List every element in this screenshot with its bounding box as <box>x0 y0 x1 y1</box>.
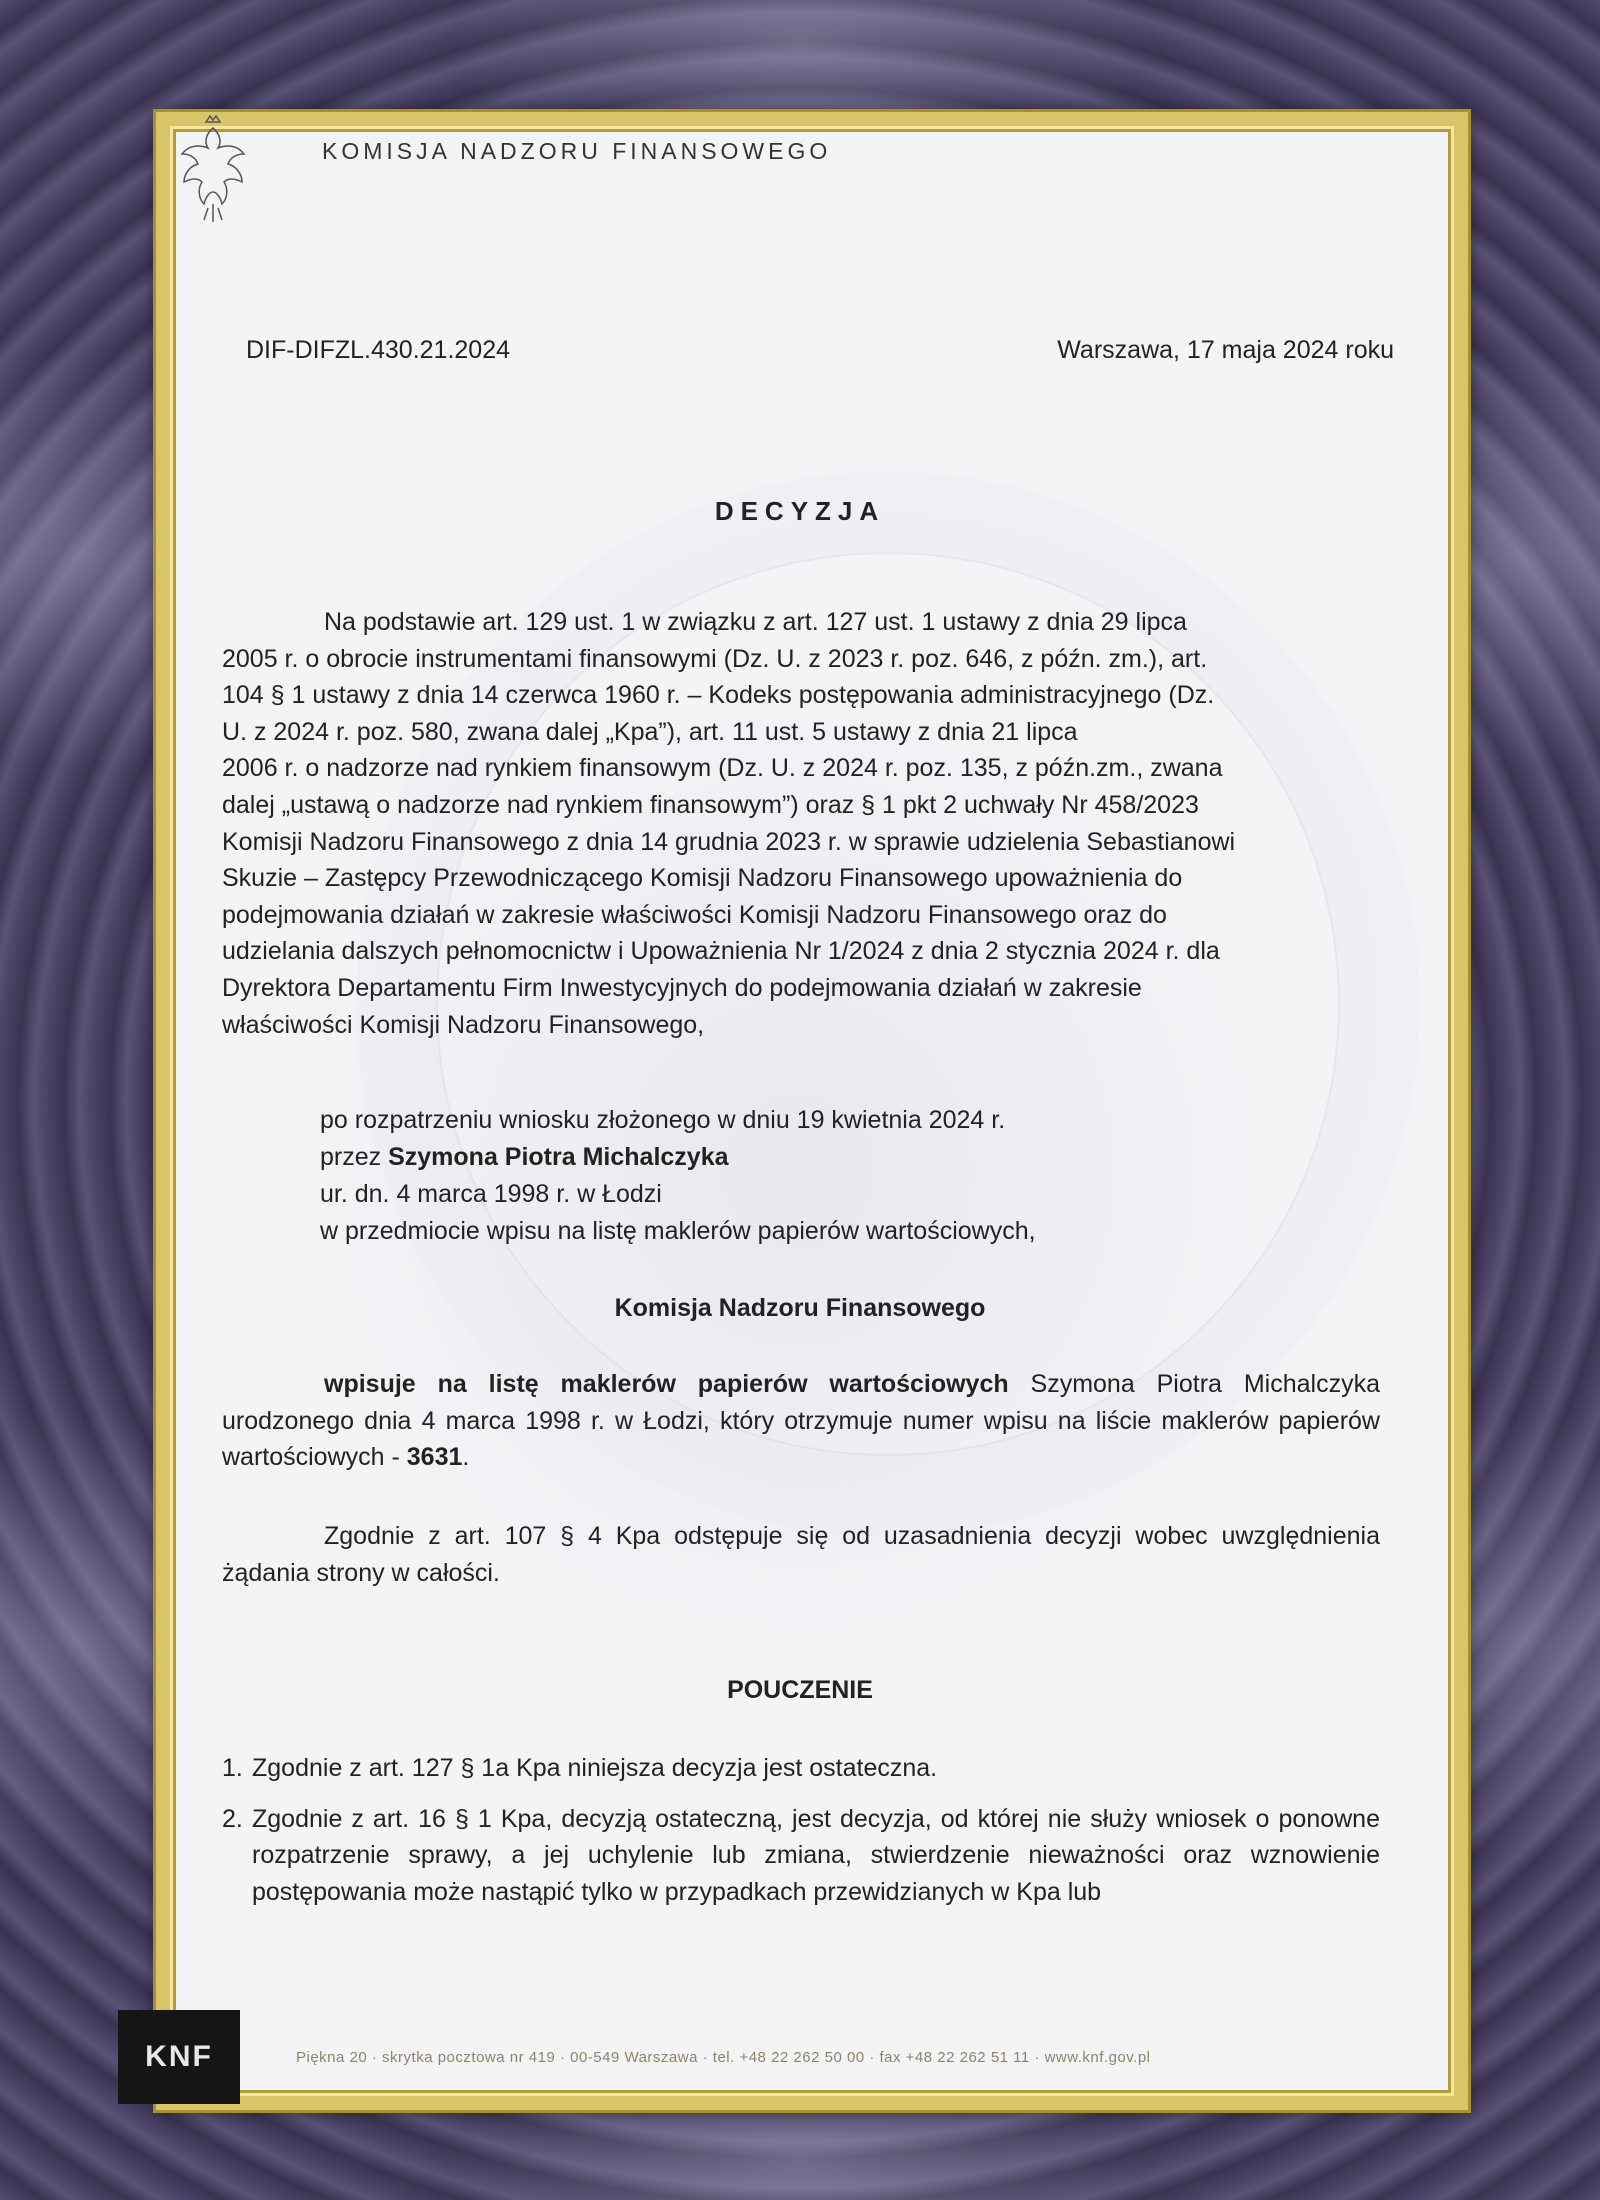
list-item <box>222 1801 1380 1911</box>
legal-basis-line: właściwości Komisji Nadzoru Finansowego, <box>222 1010 705 1039</box>
register-number: 3631 <box>406 1443 463 1472</box>
applicant-birth-line: ur. dn. 4 marca 1998 r. w Łodzi <box>320 1180 662 1208</box>
legal-basis-line: 2006 r. o nadzorze nad rynkiem finansowym (Dz. U. z 2024 r. poz. 135, z późn.zm., zwana <box>222 754 1223 783</box>
place-and-date: Warszawa, 17 maja 2024 roku <box>1057 336 1394 364</box>
applicant-name: Szymona Piotra Michalczyka <box>388 1143 729 1171</box>
legal-basis-line: Na podstawie art. 129 ust. 1 w związku z art. 127 ust. 1 ustawy z dnia 29 lipca <box>324 608 1187 636</box>
decision-title: DECYZJA <box>714 496 886 526</box>
institution-header: KOMISJA NADZORU FINANSOWEGO <box>322 138 832 164</box>
justification-statement: Zgodnie z art. 107 § 4 Kpa odstępuje się od uzasadnienia decyzji wobec uwzględnienia żądania strony w całości. <box>222 1522 1380 1587</box>
ruling-paragraph <box>222 1366 1380 1476</box>
legal-basis-line: Komisji Nadzoru Finansowego z dnia 14 grudnia 2023 r. w sprawie udzielenia Sebastianowi <box>222 827 1236 856</box>
legal-basis-line: udzielania dalszych pełnomocnictw i Upoważnienia Nr 1/2024 z dnia 2 stycznia 2024 r. dla <box>222 937 1220 966</box>
legal-basis-line: podejmowania działań w zakresie właściwości Komisji Nadzoru Finansowego oraz do <box>222 900 1167 929</box>
legal-basis-line: dalej „ustawą o nadzorze nad rynkiem finansowym”) oraz § 1 pkt 2 uchwały Nr 458/2023 <box>222 790 1199 819</box>
legal-basis-line: Dyrektora Departamentu Firm Inwestycyjnych do podejmowania działań w zakresie <box>222 973 1142 1002</box>
eagle-emblem-icon <box>168 108 258 228</box>
application-date-line: po rozpatrzeniu wniosku złożonego w dniu 19 kwietnia 2024 r. <box>320 1106 1006 1134</box>
legal-basis-line: U. z 2024 r. poz. 580, zwana dalej „Kpa”), art. 11 ust. 5 ustawy z dnia 21 lipca <box>222 717 1078 746</box>
item-text: Zgodnie z art. 127 § 1a Kpa niniejsza decyzja jest ostateczna. <box>252 1754 938 1782</box>
item-text: Zgodnie z art. 16 § 1 Kpa, decyzją ostateczną, jest decyzja, od której nie służy wniosek o ponowne rozpatrzenie sprawy, a jej uchylenie lub zmiana, stwierdzenie nieważności oraz wznowienie postępowania może nastąpić tylko w przypadkach przewidzianych w Kpa lub <box>252 1804 1380 1906</box>
legal-basis-line: Skuzie – Zastępcy Przewodniczącego Komisji Nadzoru Finansowego upoważnienia do <box>222 864 1183 893</box>
reference-number: DIF-DIFZL.430.21.2024 <box>246 336 511 364</box>
authority-name: Komisja Nadzoru Finansowego <box>614 1294 986 1322</box>
applicant-prefix: przez <box>320 1143 389 1171</box>
instructions-list <box>222 1750 1380 1924</box>
ruling-text: Szymona Piotra Michalczyka urodzonego dnia 4 marca 1998 r. w Łodzi, który otrzymuje numer wpisu na liście maklerów papierów wartościowych - <box>222 1370 1380 1472</box>
footer-address: Piękna 20 · skrytka pocztowa nr 419 · 00-549 Warszawa · tel. +48 22 262 50 00 · fax +48 22 262 51 11 · www.knf.gov.pl <box>296 2049 1151 2066</box>
ruling-lead: wpisuje na listę maklerów papierów wartościowych <box>324 1370 1009 1398</box>
instructions-title: POUCZENIE <box>727 1676 873 1704</box>
knf-logo: KNF <box>118 2010 240 2104</box>
applicant-line <box>320 1139 1036 1176</box>
legal-basis-line: 2005 r. o obrocie instrumentami finansowymi (Dz. U. z 2023 r. poz. 646, z późn. zm.), art. <box>222 644 1208 673</box>
legal-basis-line: 104 § 1 ustawy z dnia 14 czerwca 1960 r. – Kodeks postępowania administracyjnego (Dz. <box>222 681 1215 710</box>
applicant-block <box>320 1102 1036 1250</box>
ruling-end: . <box>462 1443 470 1472</box>
legal-basis-paragraph <box>222 604 1380 1043</box>
list-item <box>222 1750 1380 1787</box>
subject-line: w przedmiocie wpisu na listę maklerów papierów wartościowych, <box>320 1217 1036 1245</box>
item-number: 1. <box>222 1754 243 1782</box>
item-number: 2. <box>222 1804 243 1833</box>
